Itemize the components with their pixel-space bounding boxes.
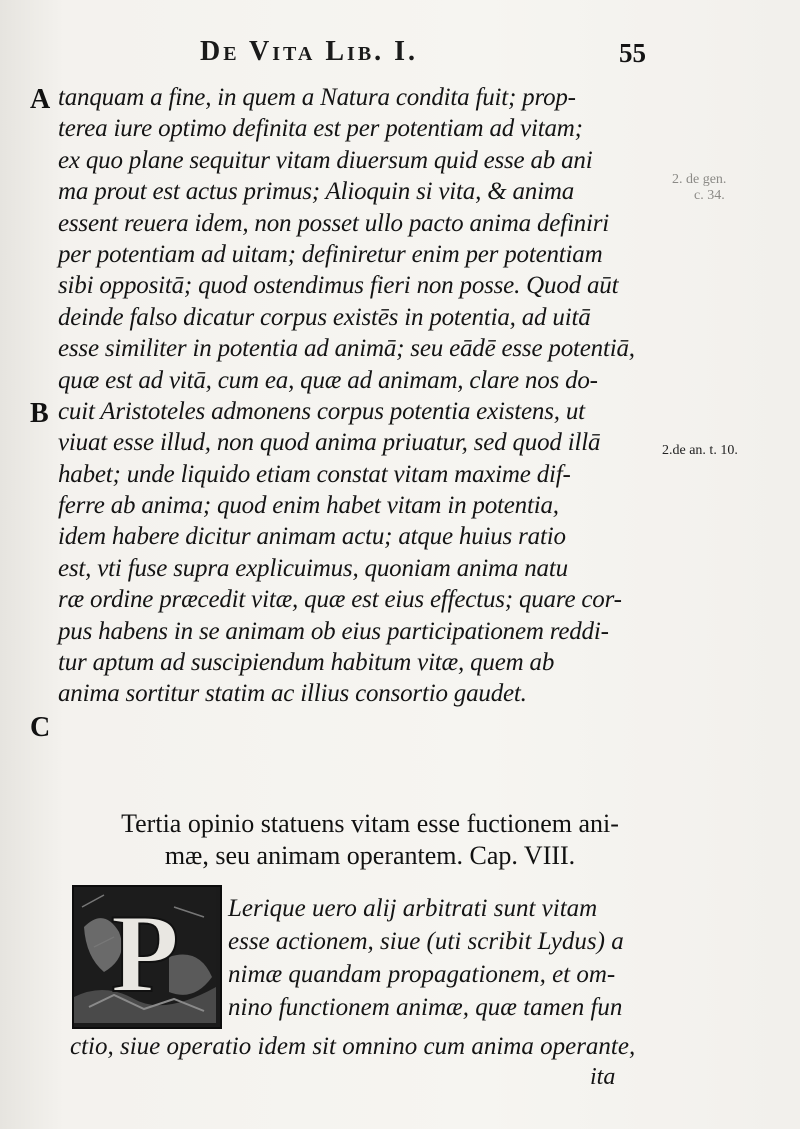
text-line: per potentiam ad uitam; definiretur enim per potentiam (58, 240, 603, 268)
marginal-note-gen (672, 172, 726, 204)
section-marker-c: C (30, 712, 51, 743)
catchword: ita (590, 1064, 616, 1090)
chapter-heading-line2: mæ, seu animam operantem. Cap. VIII. (164, 841, 576, 870)
text-line: Lerique uero alij arbitrati sunt vitam (228, 895, 598, 922)
marginal-note-gen-line2: c. 34. (694, 188, 725, 203)
chapter-opening-text (228, 892, 668, 1024)
marginal-note-anima: 2.de an. t. 10. (662, 443, 738, 458)
text-line: cuit Aristoteles admonens corpus potentia existens, ut (58, 397, 585, 425)
text-line: esse actionem, siue (uti scribit Lydus) a (228, 928, 624, 955)
text-line: tur aptum ad suscipiendum habitum vitæ, quem ab (58, 649, 555, 677)
text-line: nimæ quandam propagationem, et om- (228, 961, 616, 988)
text-line: ma prout est actus primus; Alioquin si vita, & anima (58, 178, 574, 206)
text-line: nino functionem animæ, quæ tamen fun (228, 994, 623, 1021)
running-title: De Vita Lib. I. (200, 36, 419, 67)
text-line: essent reuera idem, non posset ullo pacto anima definiri (58, 209, 610, 237)
text-line: sibi oppositā; quod ostendimus fieri non posse. Quod aūt (58, 272, 619, 300)
initial-letter: P (110, 892, 180, 1016)
text-line: quæ est ad vitā, cum ea, quæ ad animam, clare nos do- (58, 366, 598, 394)
page-header (190, 36, 660, 70)
text-line: anima sortitur statim ac illius consortio gaudet. (58, 680, 527, 708)
text-line: deinde falso dicatur corpus existēs in potentia, ad uitā (58, 303, 591, 331)
chapter-heading-line1: Tertia opinio statuens vitam esse fuctionem ani- (121, 809, 619, 838)
show-through-text (680, 92, 684, 112)
text-line: ræ ordine præcedit vitæ, quæ est eius effectus; quare cor- (58, 586, 622, 614)
chapter-heading (70, 808, 670, 872)
text-line: pus habens in se animam ob eius participationem reddi- (58, 617, 609, 645)
body-text (58, 82, 658, 710)
marginal-note-gen-line1: 2. de gen. (672, 172, 727, 187)
text-line: ferre ab anima; quod enim habet vitam in potentia, (58, 492, 559, 520)
text-line: idem habere dicitur animam actu; atque huius ratio (58, 523, 566, 551)
woodcut-illustration (74, 887, 216, 1023)
chapter-continuation-text (70, 1030, 670, 1063)
decorated-initial (72, 885, 222, 1029)
text-line: ex quo plane sequitur vitam diuersum quid esse ab ani (58, 146, 593, 174)
text-line: terea iure optimo definita est per potentiam ad vitam; (58, 115, 583, 143)
section-marker-a: A (30, 84, 51, 115)
text-line: tanquam a fine, in quem a Natura condita fuit; prop- (58, 84, 576, 111)
text-line: ctio, siue operatio idem sit omnino cum anima operante, (70, 1033, 636, 1060)
text-line: habet; unde liquido etiam constat vitam maxime dif- (58, 460, 571, 488)
text-line: viuat esse illud, non quod anima priuatur, sed quod illā (58, 429, 601, 457)
text-line: esse similiter in potentia ad animā; seu eādē esse potentiā, (58, 335, 635, 363)
text-line: est, vti fuse supra explicuimus, quoniam anima natu (58, 554, 568, 582)
page-number: 55 (619, 38, 646, 68)
section-marker-b: B (30, 398, 49, 429)
